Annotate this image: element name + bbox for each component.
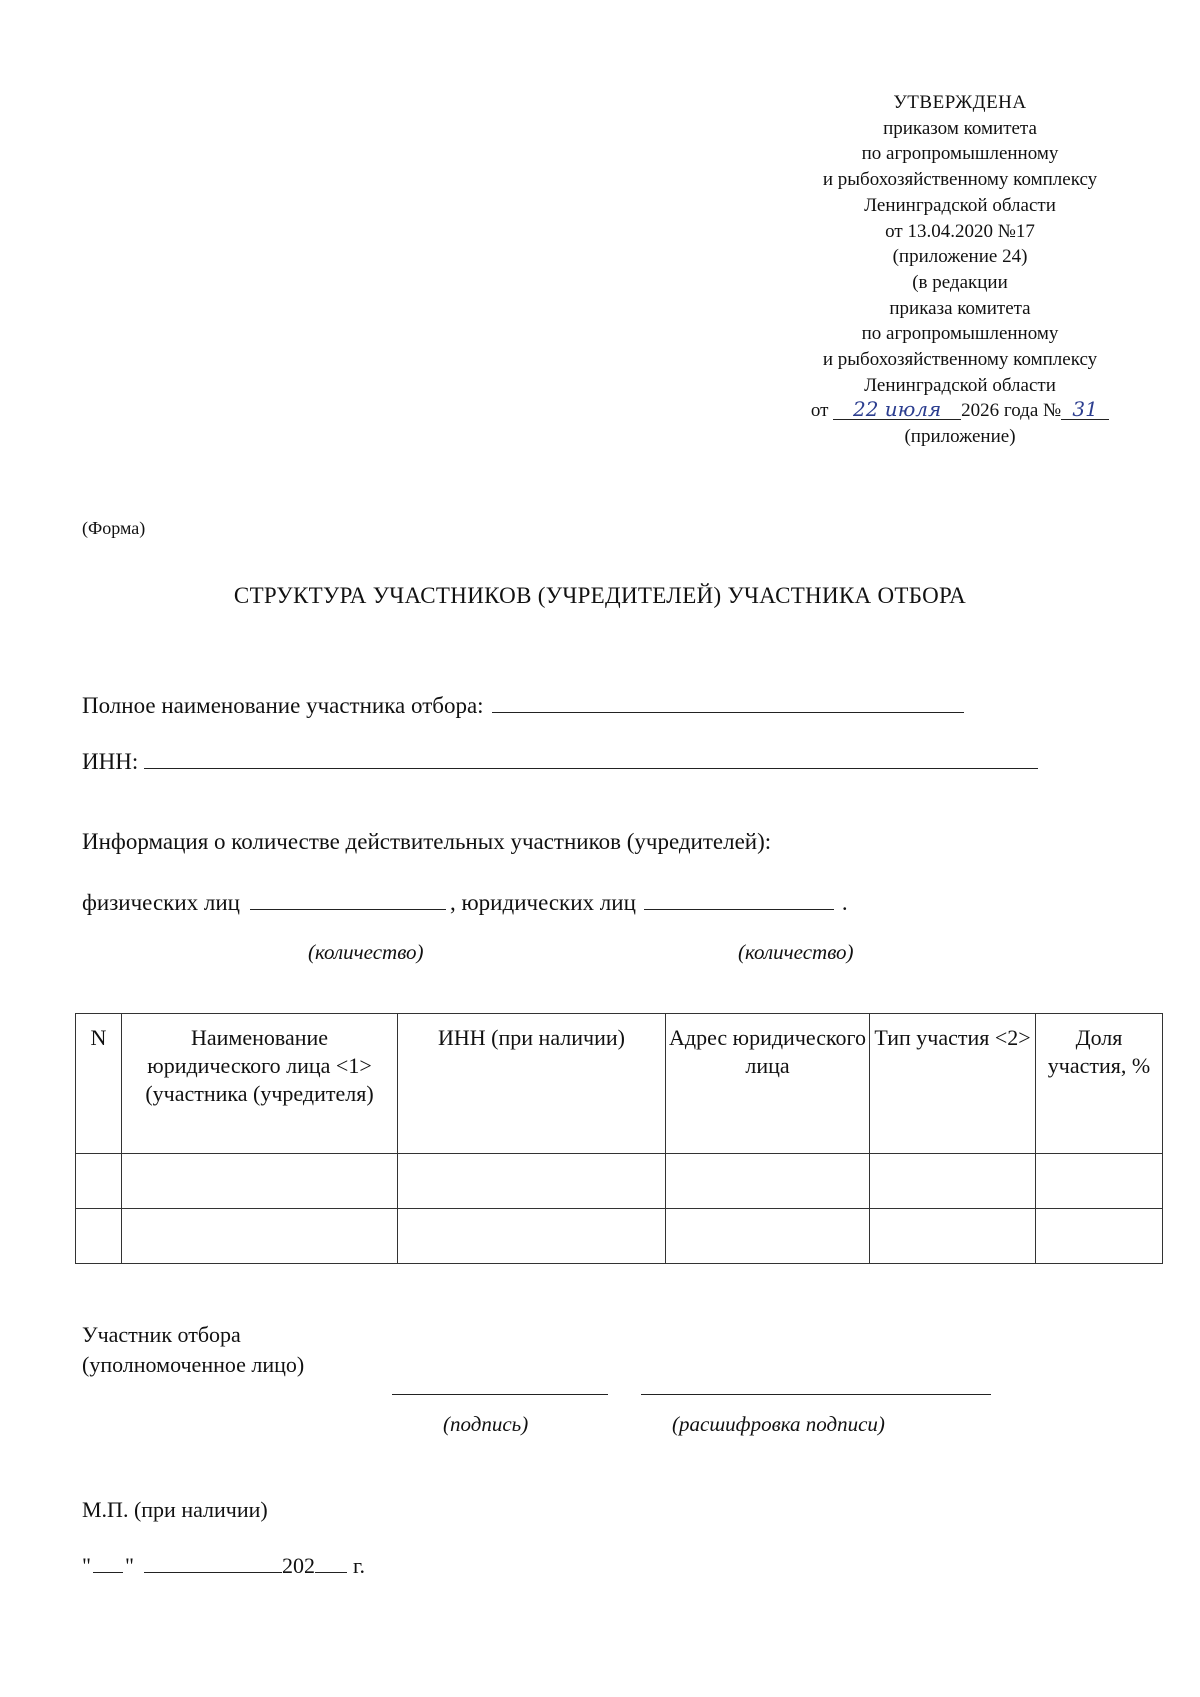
- full-name-field: [82, 690, 964, 719]
- table-cell[interactable]: [870, 1209, 1036, 1264]
- approval-heading: УТВЕРЖДЕНА: [893, 92, 1027, 113]
- signature-decode-caption: (расшифровка подписи): [672, 1412, 885, 1436]
- table-cell[interactable]: [122, 1209, 398, 1264]
- year-input-line[interactable]: [315, 1552, 347, 1573]
- inn-input-line[interactable]: [144, 746, 1038, 769]
- approval-line: (приложение 24): [892, 246, 1028, 268]
- signature-decode-input-line[interactable]: [641, 1394, 991, 1395]
- handwritten-date: 22 июля: [833, 399, 961, 420]
- sign-date-line: [82, 1552, 365, 1579]
- table-cell[interactable]: [1036, 1209, 1163, 1264]
- individuals-count-input[interactable]: [250, 887, 446, 910]
- approval-date-prefix: от: [810, 400, 829, 422]
- approval-block: [740, 90, 1180, 450]
- table-header-row: [76, 1014, 1163, 1154]
- handwritten-number: 31: [1061, 399, 1109, 420]
- table-cell[interactable]: [870, 1154, 1036, 1209]
- col-header-inn: ИНН (при наличии): [398, 1014, 666, 1154]
- approval-line: по агропромышленному: [861, 323, 1059, 345]
- approval-date-year: 2026 года №: [961, 400, 1062, 422]
- legal-entities-count-input[interactable]: [644, 887, 834, 910]
- approval-line: Ленинградской области: [864, 194, 1056, 216]
- month-input-line[interactable]: [144, 1552, 282, 1573]
- year-prefix: 202: [281, 1553, 315, 1578]
- table-cell[interactable]: [666, 1154, 870, 1209]
- inn-field: [82, 746, 1038, 775]
- signer-label: [82, 1320, 304, 1380]
- inn-label: ИНН:: [82, 749, 139, 774]
- participants-count-line: [82, 887, 848, 916]
- table-cell[interactable]: [76, 1154, 122, 1209]
- signature-caption: (подпись): [443, 1412, 529, 1436]
- col-header-share: Доля участия, %: [1036, 1014, 1163, 1154]
- col-header-type: Тип участия <2>: [870, 1014, 1036, 1154]
- approval-line: Ленинградской области: [864, 374, 1056, 396]
- seal-label: М.П. (при наличии): [82, 1497, 268, 1522]
- table-cell[interactable]: [666, 1209, 870, 1264]
- full-name-label: Полное наименование участника отбора:: [82, 693, 484, 718]
- signer-line-1: Участник отбора: [82, 1322, 241, 1347]
- signer-line-2: (уполномоченное лицо): [82, 1352, 305, 1377]
- year-suffix: г.: [352, 1553, 366, 1578]
- col-header-number: N: [76, 1014, 122, 1154]
- approval-line: (в редакции: [912, 271, 1008, 293]
- col-header-address: Адрес юридического лица: [666, 1014, 870, 1154]
- approval-line: по агропромышленному: [861, 143, 1059, 165]
- individuals-count-caption: (количество): [308, 940, 424, 964]
- day-input-line[interactable]: [93, 1552, 123, 1573]
- approval-line: и рыбохозяйственному комплексу: [822, 169, 1098, 191]
- table-cell[interactable]: [398, 1154, 666, 1209]
- count-end-dot: .: [841, 890, 848, 915]
- table-cell[interactable]: [76, 1209, 122, 1264]
- approval-line: от 13.04.2020 №17: [885, 220, 1035, 242]
- approval-annex: (приложение): [904, 426, 1016, 448]
- full-name-input-line[interactable]: [492, 690, 964, 713]
- signature-input-line[interactable]: [392, 1394, 608, 1395]
- quote-close: ": [124, 1553, 134, 1578]
- quote-open: ": [82, 1553, 91, 1578]
- approval-line: и рыбохозяйственному комплексу: [822, 349, 1098, 371]
- individuals-label: физических лиц: [82, 890, 240, 915]
- approval-date-line: [740, 398, 1180, 424]
- approval-line: приказа комитета: [889, 297, 1031, 319]
- approval-line: приказом комитета: [883, 117, 1037, 139]
- page-title: СТРУКТУРА УЧАСТНИКОВ (УЧРЕДИТЕЛЕЙ) УЧАСТНИКА ОТБОРА: [233, 583, 967, 608]
- participants-table: [75, 1013, 1163, 1264]
- form-mark: (Форма): [82, 518, 146, 538]
- table-cell[interactable]: [398, 1209, 666, 1264]
- table-row: [76, 1209, 1163, 1264]
- legal-entities-label: , юридических лиц: [450, 890, 636, 915]
- participants-info-label: Информация о количестве действительных участников (учредителей):: [82, 829, 772, 854]
- col-header-name: Наименование юридического лица <1> (участника (учредителя): [122, 1014, 398, 1154]
- table-row: [76, 1154, 1163, 1209]
- table-cell[interactable]: [1036, 1154, 1163, 1209]
- legal-entities-count-caption: (количество): [738, 940, 854, 964]
- table-cell[interactable]: [122, 1154, 398, 1209]
